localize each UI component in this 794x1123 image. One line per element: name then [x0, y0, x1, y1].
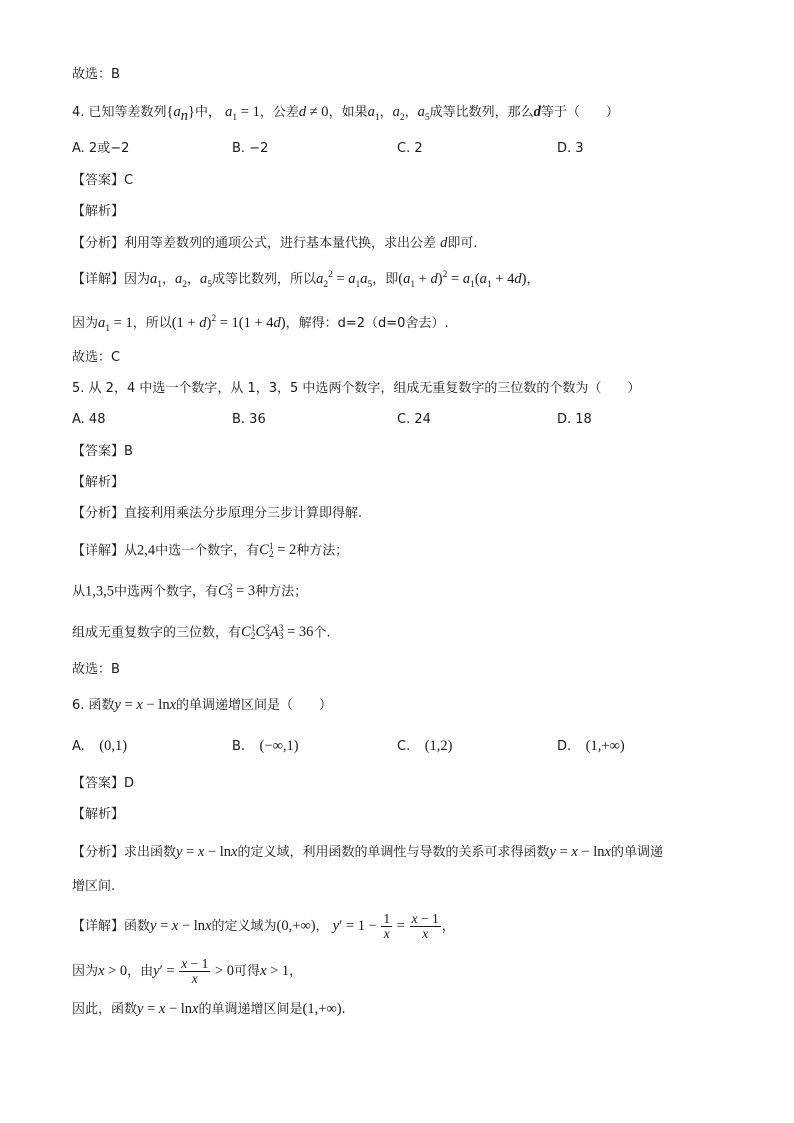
q5-xj1-a: 【详解】从	[72, 543, 138, 559]
q6-xj1-b: 的定义域为	[211, 919, 277, 935]
q4-xj1-c: ，即	[372, 272, 399, 287]
q4-xj1-b: 成等比数列，所以	[212, 272, 317, 287]
q5-answer: 【答案】B	[72, 444, 133, 459]
q4-xj2-a: 因为	[72, 316, 99, 331]
q4-terms: $a_1$	[367, 104, 380, 123]
q5-option-b: B. 36	[232, 412, 266, 427]
q4-jiexi: 【解析】	[72, 204, 125, 219]
q4-d-neq: d	[298, 104, 307, 120]
q4-xj2-b: ，所以	[132, 316, 172, 331]
q4-fenxi: 【分析】利用等差数列的通项公式，进行基本量代换，求出公差 d即可.	[72, 235, 478, 251]
q4-stem-text-2: 中，	[194, 105, 221, 120]
q5-xj1-b: 中选一个数字，有	[155, 543, 260, 559]
q6-xiangjie-3: 因此，函数y = x − lnx的单调递增区间是(1,+∞).	[72, 1001, 346, 1017]
q4-xiangjie-1: 【详解】因为$a_1$，$a_2$，$a_5$成等比数列，所以$a_2^2 = a_1a_5$，即$(a_1 + d)^2 = a_1(a_1 + 4d)$，	[72, 270, 540, 290]
q5-xj1-c: 种方法；	[296, 543, 349, 559]
q5-jiexi: 【解析】	[72, 475, 125, 490]
q4-stem-text-5: 成等比数列，那么	[429, 105, 534, 120]
q6-fenxi-b: 的定义域，利用函数的单调性与导数的关系可求得函数	[237, 845, 550, 860]
q4-option-b: B. −2	[232, 141, 269, 156]
q6-answer: 【答案】D	[72, 776, 135, 791]
q4-option-d: D. 3	[557, 141, 584, 156]
q5-xj2-b: 中选两个数字，有	[114, 584, 219, 600]
q4-stem: 4. 已知等差数列$\{a_n\}$中， $a_1 = 1$，公差d ≠ 0，如果$a_1$，$a_2$，$a_5$成等比数列，那么d等于（ ）	[72, 104, 619, 124]
q5-xiangjie-2: 从1,3,5中选两个数字，有C 2 3 = 3种方法；	[72, 583, 308, 602]
q5-xiangjie-3: 组成无重复数字的三位数，有C 1 2 C 2 3 A 3 3 = 36个.	[72, 624, 331, 643]
q6-option-c: C. (1,2)	[397, 738, 453, 754]
q5-xj2-a: 从	[72, 584, 86, 600]
q4-fenxi-text: 【分析】利用等差数列的通项公式，进行基本量代换，求出公差	[72, 236, 437, 251]
q6-option-a: A. (0,1)	[72, 738, 128, 754]
q4-a1-eq: $a_1 = 1$	[225, 104, 260, 123]
q5-fenxi: 【分析】直接利用乘法分步原理分三步计算即得解.	[72, 506, 363, 521]
q4-stem-text-4: ，如果	[328, 105, 368, 120]
q6-fenxi-c: 的单调递	[610, 845, 663, 860]
q4-answer: 【答案】C	[72, 173, 134, 188]
q4-stem-text-6: 等于（ ）	[540, 105, 619, 120]
q6-xj2-b: ，由	[127, 964, 154, 980]
q6-xj2-a: 因为	[72, 964, 99, 980]
q6-jiexi: 【解析】	[72, 807, 125, 822]
q4-xj2-c: ，解得：	[285, 316, 338, 331]
q4-eq-2: $(a_1 + d)^2 = a_1(a_1 + 4d)$	[398, 270, 527, 290]
q6-xj3-b: 的单调递增区间是	[198, 1002, 303, 1017]
q6-option-b: B. (−∞,1)	[232, 738, 299, 754]
q6-stem: 6. 函数y = x − lnx的单调递增区间是（ ）	[72, 697, 333, 713]
q5-stem: 5. 从 2，4 中选一个数字，从 1，3，5 中选两个数字，组成无重复数字的三位数的个数为（ ）	[72, 381, 641, 396]
q5-xiangjie-1: 【详解】从2,4中选一个数字，有C 1 2 = 2种方法；	[72, 542, 349, 561]
q5-xj3-a: 组成无重复数字的三位数，有	[72, 625, 242, 641]
q6-xj2-c: 可得	[234, 964, 261, 980]
q4-fenxi-end: 即可.	[447, 236, 478, 251]
q4-xj2-d: d=2（d=0舍去）.	[337, 316, 449, 331]
q5-option-d: D. 18	[557, 412, 592, 427]
q6-fenxi: 【分析】求出函数y = x − lnx的定义域，利用函数的单调性与导数的关系可求得函数y = x − lnx的单调递	[72, 844, 663, 860]
q6-xiangjie-1: 【详解】函数y = x − lnx的定义域为(0,+∞)， y′ = 1 − $\frac{1}{x}$ = $\frac{x - 1}{x}$ ，	[72, 911, 455, 942]
q6-xj3-a: 因此，函数	[72, 1002, 138, 1017]
q5-xj3-b: 个.	[313, 625, 331, 641]
q4-d-bold: d	[533, 104, 541, 120]
q5-xj2-c: 种方法；	[255, 584, 308, 600]
q5-option-c: C. 24	[397, 412, 431, 427]
q4-stem-text-1: 4. 已知等差数列	[72, 105, 167, 120]
q4-xiangjie-2: 因为$a_1 = 1$，所以$(1 + d)^2 = 1(1 + 4d)$，解得：d=2（d=0舍去）.	[72, 314, 449, 334]
q4-option-c: C. 2	[397, 141, 423, 156]
q4-stem-text-3: ，公差	[259, 105, 299, 120]
q4-xj1-a: 【详解】因为	[72, 272, 151, 287]
q6-fenxi-line2: 增区间.	[72, 879, 116, 894]
q6-option-d: D. (1,+∞)	[557, 738, 625, 754]
q4-result: 故选：C	[72, 350, 121, 365]
q3-result: 故选：B	[72, 67, 120, 82]
q5-option-a: A. 48	[72, 412, 106, 427]
q6-xiangjie-2: 因为x > 0，由y′ = $\frac{x - 1}{x}$ > 0可得x > 1，	[72, 956, 303, 987]
q4-eq-1: $a_2^2 = a_1a_5$	[316, 270, 373, 290]
q4-seq-braces: $\{a_n\}$	[166, 104, 195, 124]
q4-option-a: A. 2或−2	[72, 141, 130, 156]
q6-stem-a: 6. 函数	[72, 698, 115, 713]
q4-eq-3: $(1 + d)^2 = 1(1 + 4d)$	[171, 314, 286, 331]
q6-stem-b: 的单调递增区间是（ ）	[176, 698, 333, 713]
q5-result: 故选：B	[72, 662, 120, 677]
q6-fenxi-a: 【分析】求出函数	[72, 845, 177, 860]
q6-xj1-a: 【详解】函数	[72, 919, 151, 935]
